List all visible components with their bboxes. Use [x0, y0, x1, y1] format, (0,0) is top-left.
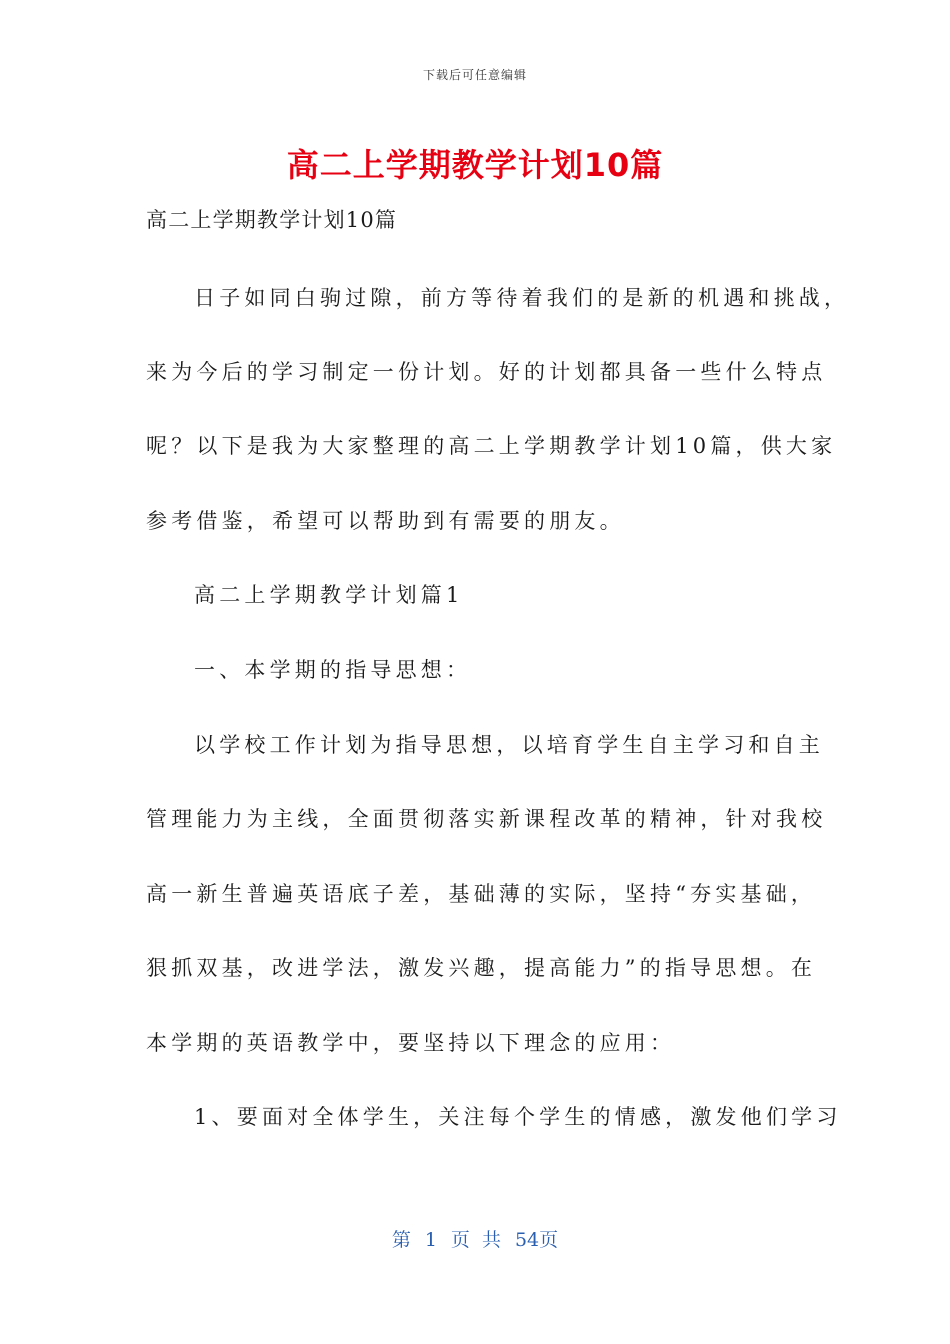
footer-page-number: 1 — [424, 1229, 437, 1251]
section-heading: 高二上学期教学计划篇1 — [194, 583, 464, 607]
body-line: 狠抓双基，改进学法，激发兴趣，提高能力”的指导思想。在 — [146, 956, 817, 980]
footer-middle: 页 共 — [450, 1229, 501, 1251]
body-line: 管理能力为主线，全面贯彻落实新课程改革的精神，针对我校 — [146, 807, 827, 831]
header-note: 下载后可任意编辑 — [422, 68, 527, 82]
footer-total-pages: 54 — [514, 1229, 540, 1251]
footer-suffix: 页 — [539, 1229, 559, 1251]
body-line: 以学校工作计划为指导思想，以培育学生自主学习和自主 — [194, 733, 824, 757]
subsection-heading: 一、本学期的指导思想： — [194, 658, 472, 682]
footer-prefix: 第 — [391, 1229, 411, 1251]
document-title: 高二上学期教学计划10篇 — [286, 146, 664, 184]
body-line: 来为今后的学习制定一份计划。好的计划都具备一些什么特点 — [146, 360, 827, 384]
document-subtitle: 高二上学期教学计划10篇 — [146, 208, 398, 232]
body-line: 本学期的英语教学中，要坚持以下理念的应用： — [146, 1031, 676, 1055]
body-line: 呢？以下是我为大家整理的高二上学期教学计划10篇，供大家 — [146, 434, 837, 458]
body-line: 高一新生普遍英语底子差，基础薄的实际，坚持“夯实基础， — [146, 882, 817, 906]
body-line: 1、要面对全体学生，关注每个学生的情感，激发他们学习 — [194, 1105, 842, 1129]
page-footer — [0, 1225, 950, 1252]
body-line: 参考借鉴，希望可以帮助到有需要的朋友。 — [146, 509, 625, 533]
body-line: 日子如同白驹过隙，前方等待着我们的是新的机遇和挑战， — [194, 286, 850, 310]
